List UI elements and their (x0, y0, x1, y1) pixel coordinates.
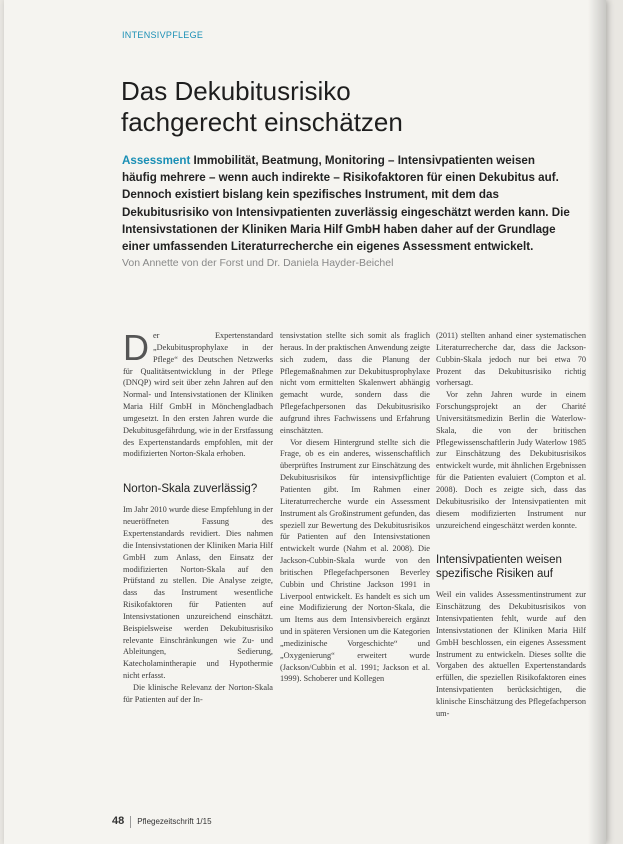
byline: Von Annette von der Forst und Dr. Daniela Hayder-Beichel (122, 257, 394, 269)
magazine-page (4, 0, 606, 844)
section-kicker: INTENSIVPFLEGE (122, 30, 204, 40)
col1-paragraph-2: Im Jahr 2010 wurde diese Empfehlung in der neueröffneten Fassung des Expertenstandards revidiert. Dies nahmen die Intensivstationen der Kliniken Maria Hilf GmbH zum Anlass, den Einsatz der modifizierten Norton-Skala auf den Prüfstand zu stellen. Die Analyse zeigte, dass das Instrument wesentliche Risikofaktoren für Patienten auf Intensivstationen unzureichend einschätzt. Beispielsweise werden Dekubitusrisiko relevante Einschränkungen wie Zu- und Ableitungen, Sedierung, Katecholamintherapie und Hypothermie nicht erfasst. (123, 505, 273, 681)
col3-paragraph-3: Weil ein valides Assessmentinstrument zur Einschätzung des Dekubitusrisikos von Intensivpatienten fehlt, wurde auf den Intensivstationen der Kliniken Maria Hilf GmbH beschlossen, ein eigenes Assessment Instrument zu entwickeln. Dieses sollte die Vorgaben des aktuellen Expertenstandards erfüllen, die speziellen Risikofaktoren eines Intensivpatienten berücksichtigen, die klinische Einschätzung des Pflegefachperson um- (436, 590, 586, 718)
column-3 (436, 330, 586, 720)
lead-highlight: Assessment (122, 154, 191, 167)
col2-paragraph-2: Vor diesem Hintergrund stellte sich die Frage, ob es ein anderes, wissenschaftlich überprüftes Instrument zur Einschätzung des Dekubitusrisikos für intensivpflichtige Patienten gibt. Im Rahmen einer Literaturrecherche wurde ein Assessment Instrument als Großinstrument gefunden, das speziell zur Bewertung des Dekubitusrisikos für Patienten auf den Intensivstationen entwickelt wurde (Nahm et al. 2008). Die Jackson-Cubbin-Skala wurde von den britischen Pflegefachpersonen Beverley Cubbin und Christine Jackson 1991 in Liverpool entwickelt. Es handelt es sich um eine Modifizierung der Norton-Skala, die um Items aus dem Intensivbereich ergänzt und in späteren Versionen um die Kategorien „medizinische Vorgeschichte“ und „Oxygenierung“ erweitert wurde (Jackson/Cubbin et al. 1991; Jackson et al. 1999). Schoberer und Kollegen (280, 437, 431, 684)
col1-paragraph-1-text: er Expertenstandard „Dekubitusprophylaxe in der Pflege“ des Deutschen Netzwerks für Qualitätsentwicklung in der Pflege (DNQP) wird seit über zehn Jahren auf den Normal- und Intensivstationen der Kliniken Maria Hilf GmbH in Mönchengladbach umgesetzt. In den ersten Jahren wurde die Dekubitusgefährdung, wie in der Erstfassung des Expertenstandards empfohlen, mit der modifizierten Norton-Skala erhoben. (123, 331, 274, 459)
drop-cap: D (123, 327, 149, 368)
col3-paragraph-2: Vor zehn Jahren wurde in einem Forschungsprojekt an der Charité Universitätsmedizin Berlin die Waterlow-Skala, die von der britischen Pflegewissenschaftlerin Judy Waterlow 1985 zur Einschätzung des Dekubitusrisikos entwickelt wurde, mit ähnlichen Ergebnissen für die Patienten evaluiert (Compton et al. 2008). Doch es zeigte sich, dass das Dekubitusrisiko der Intensivpatienten mit diesem modifizierten Instrument nur unzureichend eingeschätzt werden konnte. (436, 390, 586, 530)
journal-name: Pflegezeitschrift 1/15 (137, 817, 212, 826)
footer-divider (130, 816, 131, 828)
title-line-2: fachgerecht einschätzen (121, 107, 403, 137)
col2-paragraph-1: tensivstation stellte sich somit als fraglich heraus. In der praktischen Anwendung zeigte sich zudem, dass die Planung der Pflegemaßnahmen zur Dekubitusprophylaxe nicht vom ermittelten Skalenwert abhängig gemacht wurde, sondern dass die Pflegefachpersonen das Dekubitusrisiko aufgrund ihres Fachwissens und Erfahrung einschätzten. (280, 331, 430, 435)
article-lead (122, 152, 572, 255)
column-1 (123, 327, 274, 706)
col1-subheading: Norton-Skala zuverlässig? (123, 483, 258, 496)
column-2 (280, 330, 430, 685)
page-spine-shadow (588, 0, 606, 844)
page-footer (112, 815, 212, 828)
col3-paragraph-1: (2011) stellten anhand einer systematischen Literaturrecherche dar, dass die Jackson-Cubbin-Skala jedoch nur bei etwa 70 Prozent das Dekubitusrisiko richtig vorhersagt. (436, 331, 586, 388)
title-line-1: Das Dekubitusrisiko (121, 76, 351, 106)
col3-subheading: Intensivpatienten weisen spezifische Risiken auf (436, 554, 562, 581)
page-number: 48 (112, 815, 125, 827)
article-title (121, 76, 403, 138)
lead-text: Immobilität, Beatmung, Monitoring – Intensivpatienten weisen häufig mehrere – wenn auch indirekte – Risikofaktoren für einen Dekubitus auf. Dennoch existiert bislang kein spezifisches Instrument, mit dem das Dekubitusrisiko von Intensivpatienten zuverlässig eingeschätzt werden kann. Die Intensivstationen der Kliniken Maria Hilf GmbH haben daher auf der Grundlage einer umfassenden Literaturrecherche ein eigenes Assessment entwickelt. (122, 154, 570, 254)
col1-paragraph-3: Die klinische Relevanz der Norton-Skala für Patienten auf der In- (123, 682, 273, 704)
col1-paragraph-1 (123, 327, 274, 460)
